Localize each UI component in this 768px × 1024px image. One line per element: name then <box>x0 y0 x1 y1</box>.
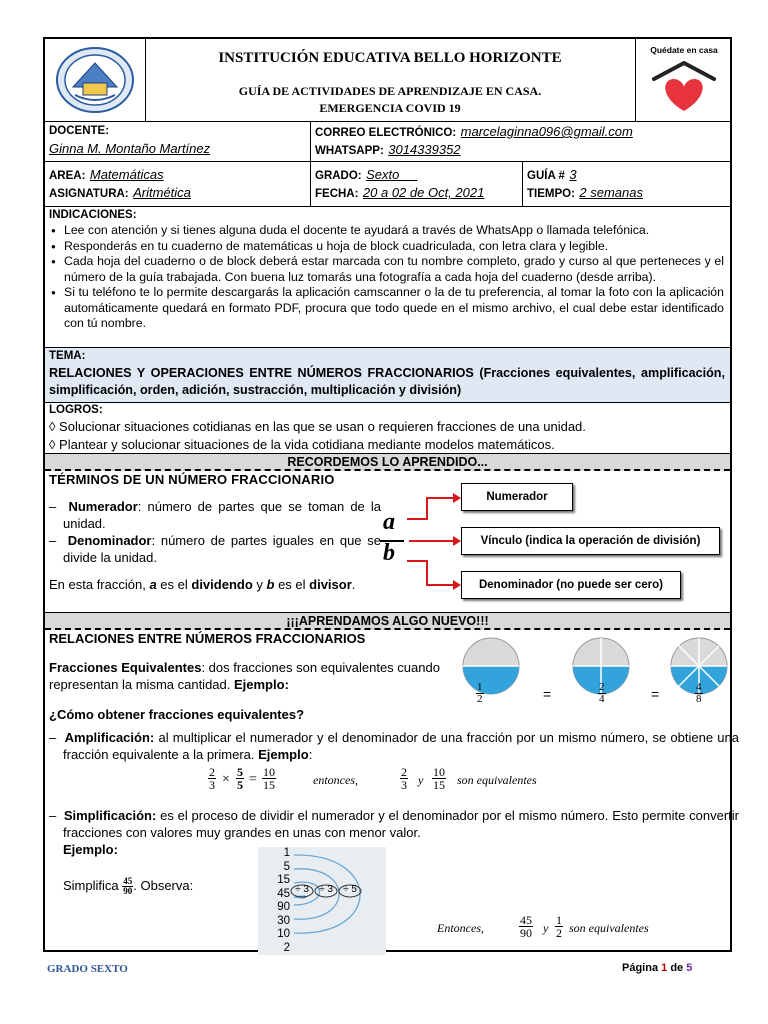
entonces-text: entonces, <box>313 773 358 787</box>
simplificacion-def: es el proceso de dividir el numerador y el denominador por el mismo número. Esto permite convertir fracciones con valores muy grandes en unas con menor valor. <box>63 808 739 840</box>
fraction-denominator-b: b <box>383 540 395 566</box>
school-seal-logo <box>53 45 137 115</box>
sentence-var-a: a <box>149 577 157 592</box>
list-item: ● Cada hoja del cuaderno o de block deberá estar marcada con tu nombre completo, grado y curso al que perteneces y el número de la guía trabajada. Con buena luz tomarás una fotografía a cada hoja del cuaderno (desde arriba). <box>51 254 724 285</box>
denominador-definition: – Denominador: número de partes iguales en que se divide la unidad. <box>49 533 381 565</box>
diamond-icon: ◊ <box>49 419 60 434</box>
equals-sign: = <box>249 772 257 787</box>
dividend-divisor-sentence <box>49 576 367 593</box>
simplification-result <box>437 913 727 947</box>
numerador-term: Numerador <box>68 499 138 514</box>
chain-number: 1 <box>283 847 290 859</box>
chain-number: 5 <box>283 860 290 873</box>
y-text: y <box>418 773 424 787</box>
logro-text: Plantear y solucionar situaciones de la vida cotidiana mediante modelos matemáticos. <box>59 437 555 452</box>
email-label: CORREO ELECTRÓNICO: <box>315 127 457 139</box>
fraction: $\frac{2}{3}$ <box>401 765 407 792</box>
vinculo-box: Vínculo (indica la operación de división) <box>461 527 720 555</box>
footer-grade: GRADO SEXTO <box>47 963 128 975</box>
divide-op: ÷ 5 <box>343 884 357 895</box>
whatsapp-row <box>315 141 461 159</box>
list-item: ● Responderás en tu cuaderno de matemáticas u hoja de block cuadriculada, con letra clara y legible. <box>51 239 724 255</box>
docente-value: Ginna M. Montaño Martínez <box>49 141 211 156</box>
ejemplo-label: Ejemplo <box>258 747 309 762</box>
stay-home-logo <box>636 39 732 121</box>
fecha-value: 20 a 02 de Oct, 2021 <box>362 185 485 200</box>
times-sign: × <box>222 772 230 787</box>
amplification-equation <box>205 764 605 798</box>
house-heart-icon <box>650 57 718 115</box>
divisor-term: divisor <box>309 577 352 592</box>
sentence-part: . <box>351 577 356 592</box>
guia-row <box>527 166 577 184</box>
how-to-title: ¿Cómo obtener fracciones equivalentes? <box>49 707 305 722</box>
grado-row <box>315 166 417 184</box>
chain-number: 30 <box>277 914 290 927</box>
list-item: ● Si tu teléfono te lo permite descargarás la aplicación camscanner o la de tu preferencia, al tomar la foto con la aplicación automáticamente quedará en formato PDF, procura que todo quede en el mismo archivo, el cual debe estar identificado con tú nombre. <box>51 285 724 332</box>
page-of: de <box>670 962 684 974</box>
amplificacion-def: al multiplicar el numerador y el denominador de una fracción por un mismo número, se obtiene una fracción equivalente a la primera. <box>63 730 739 762</box>
recordemos-title: TÉRMINOS DE UN NÚMERO FRACCIONARIO <box>49 472 335 487</box>
equivalent-term: Fracciones Equivalentes <box>49 660 202 675</box>
fraction: $\frac{10}{15}$ <box>263 765 275 792</box>
aprendamos-title: RELACIONES ENTRE NÚMEROS FRACCIONARIOS <box>49 631 366 646</box>
tiempo-value: 2 semanas <box>579 185 643 200</box>
logro-text: Solucionar situaciones cotidianas en las que se usan o requieren fracciones de una unidad. <box>59 419 586 434</box>
asignatura-value: Aritmética <box>133 185 191 200</box>
indicaciones-list <box>51 223 724 332</box>
area-label: AREA: <box>49 170 86 182</box>
fraction: $\frac{45}{90}$ <box>123 876 133 896</box>
aprendamos-banner: ¡¡¡APRENDAMOS ALGO NUEVO!!! <box>45 612 730 630</box>
divide-op: ÷ 3 <box>319 884 333 895</box>
sentence-part: es el <box>156 577 192 592</box>
ejemplo-label: Ejemplo <box>63 842 114 857</box>
stay-home-text: Quédate en casa <box>650 45 718 55</box>
numerador-definition: – Numerador: número de partes que se toman de la unidad. <box>49 499 381 531</box>
son-equivalentes-text: son equivalentes <box>457 773 537 787</box>
fecha-label: FECHA: <box>315 188 359 200</box>
tiempo-label: TIEMPO: <box>527 188 575 200</box>
equivalent-def: : dos fracciones son equivalentes cuando representan la misma cantidad. <box>49 660 440 692</box>
numerador-text: : número de partes que se toman de la unidad. <box>63 499 381 531</box>
colon: : <box>284 677 289 692</box>
fraction-arrows <box>405 489 465 599</box>
fecha-row <box>315 184 484 202</box>
chain-number: 45 <box>277 887 290 900</box>
sentence-var-b: b <box>266 577 275 592</box>
page-total: 5 <box>686 962 693 974</box>
docente-label: DOCENTE: <box>49 125 110 137</box>
email-value[interactable]: marcelaginna096@gmail.com <box>460 124 633 139</box>
chain-numbers <box>260 847 290 955</box>
ejemplo-label: Ejemplo <box>233 677 285 692</box>
chain-number: 10 <box>277 928 290 940</box>
sentence-part: En esta fracción, <box>49 577 150 592</box>
fraction-four-eighths: $\frac{4}{8}$ <box>696 681 702 705</box>
pie-fraction-labels <box>473 682 733 712</box>
indicaciones-title: INDICACIONES: <box>49 209 137 221</box>
asignatura-label: ASIGNATURA: <box>49 188 129 200</box>
emergency-title: EMERGENCIA COVID 19 <box>319 101 461 115</box>
logro-item <box>49 437 555 452</box>
area-row <box>49 166 164 184</box>
divide-op: ÷ 3 <box>295 884 309 895</box>
list-item: ● Lee con atención y si tienes alguna duda el docente te ayudará a través de WhatsApp o llamada telefónica. <box>51 223 724 239</box>
recordemos-banner: RECORDEMOS LO APRENDIDO... <box>45 453 730 471</box>
colon: : <box>113 842 118 857</box>
whatsapp-value: 3014339352 <box>388 142 461 157</box>
grado-label: GRADO: <box>315 170 362 182</box>
simplifica-text: Simplifica <box>63 877 123 893</box>
equivalent-fractions-text <box>49 659 441 693</box>
chain-number: 90 <box>277 901 290 913</box>
fraction: $\frac{10}{15}$ <box>433 765 445 792</box>
amplificacion-term: Amplificación: <box>64 730 155 745</box>
sentence-part: y <box>252 577 267 592</box>
email-row <box>315 123 633 141</box>
fraction-two-fourths: $\frac{2}{4}$ <box>599 681 605 705</box>
denominador-text: : número de partes iguales en que se divide la unidad. <box>63 533 381 565</box>
fraction-numerator-a: a <box>383 509 395 535</box>
simplifica-prompt <box>63 877 193 896</box>
diamond-icon: ◊ <box>49 437 60 452</box>
chain-number: 2 <box>283 941 290 954</box>
fraction: $\frac{45}{90}$ <box>520 913 532 940</box>
numerador-box: Numerador <box>461 483 573 511</box>
son-equivalentes-text: son equivalentes <box>569 921 649 935</box>
tema-section <box>45 348 730 402</box>
footer-page <box>622 962 692 974</box>
chain-number: 15 <box>277 874 290 886</box>
dividendo-term: dividendo <box>191 577 253 592</box>
fraction: $\frac{2}{3}$ <box>209 765 215 792</box>
tema-text: RELACIONES Y OPERACIONES ENTRE NÚMEROS FRACCIONARIOS (Fracciones equivalentes, amplificación, simplificación, orden, adición, sustracción, multiplicación y división) <box>49 366 725 397</box>
whatsapp-label: WHATSAPP: <box>315 145 384 157</box>
sentence-part: es el <box>274 577 310 592</box>
fraction: $\frac{5}{5}$ <box>237 765 243 792</box>
asignatura-row <box>49 184 191 202</box>
page-label: Página <box>622 962 659 974</box>
tiempo-row <box>527 184 643 202</box>
denominador-box: Denominador (no puede ser cero) <box>461 571 681 599</box>
guia-label: GUÍA # <box>527 170 565 182</box>
logro-item <box>49 419 586 434</box>
observa-text: . Observa: <box>133 877 194 893</box>
entonces-text: Entonces, <box>437 921 484 935</box>
area-value: Matemáticas <box>89 167 164 182</box>
logros-label: LOGROS: <box>49 404 103 416</box>
page-number: 1 <box>661 962 668 974</box>
simplificacion-text: – Simplificación: es el proceso de dividir el numerador y el denominador por el mismo número. Esto permite convertir fracciones con valores muy grandes en unas con menor valor. Ejemplo: <box>49 808 739 857</box>
institution-name: INSTITUCIÓN EDUCATIVA BELLO HORIZONTE <box>218 50 562 66</box>
denominador-term: Denominador <box>67 533 152 548</box>
amplificacion-text: – Amplificación: al multiplicar el numerador y el denominador de una fracción por un mismo número, se obtiene una fracción equivalente a la primera. Ejemplo: <box>49 730 739 762</box>
tema-label: TEMA: <box>49 350 86 362</box>
simplification-chain-diagram <box>258 847 386 955</box>
fraction-half: $\frac{1}{2}$ <box>477 681 483 705</box>
guia-value: 3 <box>569 167 577 182</box>
simplificacion-term: Simplificación: <box>63 808 157 823</box>
equals-sign: = <box>543 686 552 702</box>
fraction: $\frac{1}{2}$ <box>556 913 562 940</box>
y-text: y <box>543 921 549 935</box>
equals-sign: = <box>651 686 660 702</box>
guide-title: GUÍA DE ACTIVIDADES DE APRENDIZAJE EN CASA. <box>238 84 542 98</box>
colon: : <box>308 747 313 762</box>
grado-value: Sexto __ <box>366 167 418 182</box>
guide-sheet <box>43 37 739 954</box>
